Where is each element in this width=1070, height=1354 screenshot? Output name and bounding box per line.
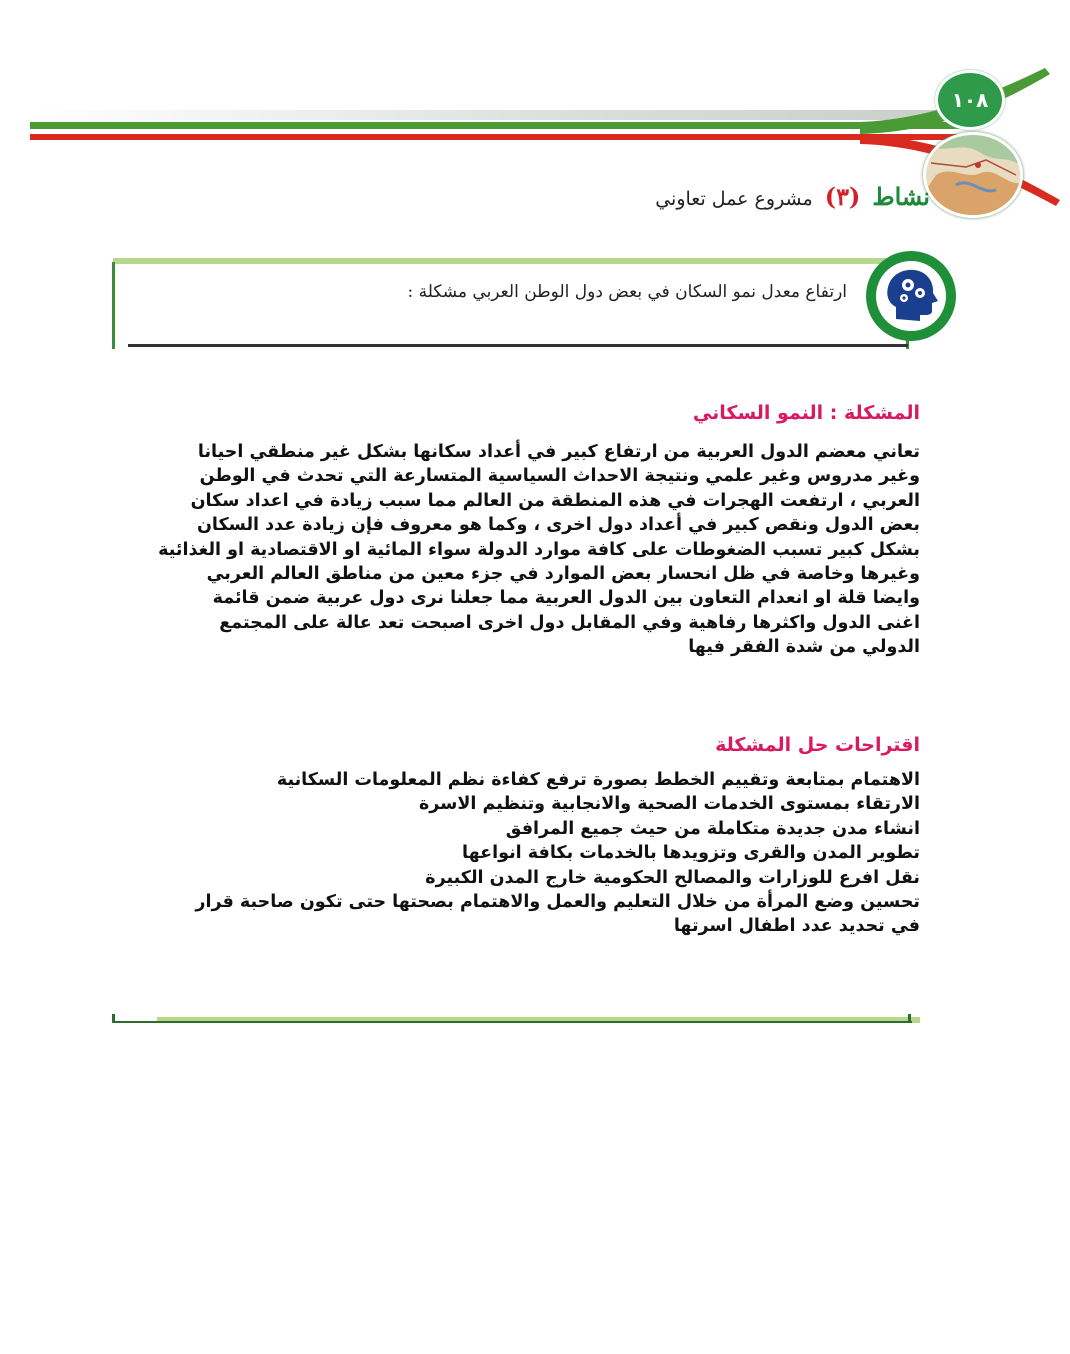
solution-line: الارتقاء بمستوى الخدمات الصحية والانجابية وتنظيم الاسرة	[418, 794, 920, 815]
problem-heading: المشكلة : النمو السكاني	[692, 402, 920, 424]
problem-line: بعض الدول ونقص كبير في أعداد دول اخرى ، وكما هو معروف فإن زيادة عدد السكان	[196, 515, 920, 536]
activity-title	[655, 182, 930, 211]
prompt-frame-left	[112, 262, 115, 349]
problem-line: بشكل كبير تسبب الضغوطات على كافة موارد الدولة سواء المائية او الاقتصادية او الغذائية	[158, 539, 920, 560]
header-band-green	[30, 122, 960, 129]
solution-line: في تحديد عدد اطفال اسرتها	[673, 916, 920, 937]
header-band-grey	[30, 110, 960, 120]
problem-line: الدولي من شدة الفقر فيها	[688, 637, 920, 658]
problem-prompt: ارتفاع معدل نمو السكان في بعض دول الوطن العربي مشكلة :	[407, 282, 847, 302]
page-number-badge	[935, 70, 1005, 130]
activity-subtitle: مشروع عمل تعاوني	[655, 188, 813, 210]
activity-number: (٣)	[824, 182, 861, 211]
brain-gears-icon	[866, 251, 956, 341]
problem-line: العربي ، ارتفعت الهجرات في هذه المنطقة من العالم مما سبب زيادة في اعداد سكان	[190, 490, 920, 511]
problem-line: وايضا قلة او انعدام التعاون بين الدول العربية مما جعلنا نرى دول عربية ضمن قائمة	[212, 588, 920, 609]
problem-text	[110, 440, 920, 660]
problem-line: تعاني معضم الدول العربية من ارتفاع كبير في أعداد سكانها بشكل غير منطقي احيانا	[197, 442, 920, 462]
solutions-heading: اقتراحات حل المشكلة	[715, 734, 920, 756]
header-band-red	[30, 134, 960, 140]
solution-line: الاهتمام بمتابعة وتقييم الخطط بصورة ترفع كفاءة نظم المعلومات السكانية	[276, 770, 920, 790]
section-bottom-rule	[112, 1017, 920, 1025]
solutions-text	[110, 768, 920, 939]
solution-line: نقل افرع للوزارات والمصالح الحكومية خارج المدن الكبيرة	[425, 867, 920, 888]
problem-line: اغنى الدول واكثرها رفاهية وفي المقابل دول اخرى اصبحت تعد عالة على المجتمع	[219, 612, 920, 633]
prompt-frame-top	[113, 258, 913, 264]
prompt-answer-line	[128, 344, 908, 347]
solution-line: انشاء مدن جديدة متكاملة من حيث جميع المرافق	[505, 818, 920, 839]
map-thumbnail-icon	[923, 132, 1023, 218]
problem-line: وغيرها وخاصة في ظل انحسار بعض الموارد في جزء معين من مناطق العالم العربي	[206, 563, 920, 584]
activity-label: نشاط	[872, 182, 930, 211]
problem-line: وغير مدروس وغير علمي ونتيجة الاحداث السياسية المتسارعة التي تحدث في الوطن	[199, 466, 920, 487]
solution-line: تحسين وضع المرأة من خلال التعليم والعمل والاهتمام بصحتها حتى تكون صاحبة قرار	[195, 891, 920, 912]
page-number: ١٠٨	[951, 88, 989, 112]
solution-line: تطوير المدن والقرى وتزويدها بالخدمات بكافة انواعها	[462, 843, 920, 864]
